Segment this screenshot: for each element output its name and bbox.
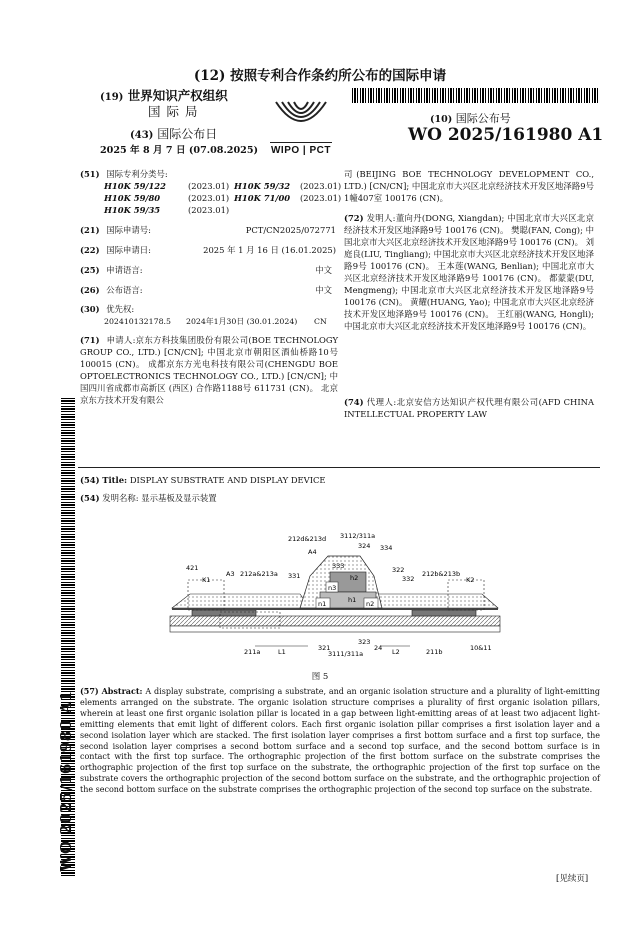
publication-language-value: 中文 (315, 285, 332, 295)
field-number-26: (26) (80, 285, 100, 295)
label-l1: L1 (278, 648, 286, 656)
ipc-code: H10K 59/80 (104, 193, 161, 203)
substrate-base (170, 626, 500, 632)
top-barcode (352, 88, 598, 103)
application-number-value: PCT/CN2025/072771 (245, 225, 336, 235)
pub-date-label (130, 125, 217, 142)
pub-date-value: 2025 年 8 月 7 日 (07.08.2025) (100, 145, 259, 156)
applicant-continuation: 司(BEIJING BOE TECHNOLOGY DEVELOPMENT CO., LTD.) [CN/CN]; 中国北京市大兴区北京经济技术开发区地泽路9号1幢407室 100176 (CN)。 (344, 169, 594, 203)
cross-section-diagram (160, 528, 510, 663)
label-421: 421 (186, 564, 199, 572)
ipc-code: H10K 71/00 (234, 193, 291, 203)
org-number: (19) (100, 92, 124, 103)
application-number-label: 国际申请号: (106, 225, 151, 235)
filing-date-field (80, 244, 336, 256)
pub-number-label-text: 国际公布号 (455, 112, 511, 125)
label-h1: h1 (348, 596, 357, 604)
abstract-text: A display substrate, comprising a substrate, and an organic isolation structure and a plurality of light-emitting elements arranged on the substrate. The organic isolation structure comprises a plurality of first organic isolation pillars, wherein at least one first organic isolation pillar is located in a gap between light-emitting areas of at least two adjacent light-emitting elements that emit light of different colors. Each first organic isolation pillar comprises a first isolation layer and a second isolation layer which are stacked. The first isolation layer comprises a first bottom surface and a first top surface, the second isolation layer comprises a second bottom surface and a second top surface, and the second bottom surface is in contact with the first top surface. The orthographic projection of the first bottom surface on the substrate comprises the orthographic projection of the first top surface on the substrate, the orthographic projection of the first top surface on the substrate covers the orthographic projection of the second bottom surface on the substrate, and the orthographic projection of the second bottom surface on the substrate comprises the orthographic projection of the second top surface on the substrate. (80, 687, 601, 795)
ipc-label: 国际专利分类号: (106, 169, 168, 179)
field-number-22: (22) (80, 245, 100, 255)
label-n3: n3 (328, 584, 337, 592)
inventor-text: 董向丹(DONG, Xiangdan); 中国北京市大兴区北京经济技术开发区地泽路9号 100176 (CN)。 樊聪(FAN, Cong); 中国北京市大兴区北京经济技术开发区地泽路9号 100176 (CN)。 刘庭良(LIU, Tingliang); 中国北京市大兴区北京经济技术开发区地泽路9号 100176 (CN)。 王本莲(WANG, Benlian); 中国北京市大兴区北京经济技术开发区地泽路9号 100176 (CN)。 都蒙蒙(DU, Mengmeng); 中国北京市大兴区北京经济技术开发区地泽路9号 100176 (CN)。 黄耀(HUANG, Yao); 中国北京市大兴区北京经济技术开发区地泽路9号 100176 (CN)。 王红丽(WANG, Hongli); 中国北京市大兴区北京经济技术开发区地泽路9号 100176 (CN)。 (344, 213, 595, 331)
priority-field (80, 303, 336, 315)
label-323: 323 (358, 638, 371, 646)
label-212d213d: 212d&213d (288, 535, 327, 543)
label-h2: h2 (350, 574, 359, 582)
substrate-layer (170, 616, 500, 626)
pub-date-label-text: 国际公布日 (157, 127, 218, 141)
filing-language-field (80, 264, 336, 276)
label-n1: n1 (318, 600, 327, 608)
field-number-57: (57) (80, 686, 99, 696)
ipc-field (80, 168, 340, 180)
field-number-30: (30) (80, 304, 100, 314)
wipo-logo (270, 98, 332, 158)
ipc-version: (2023.01) (300, 193, 342, 203)
agent-field (344, 396, 594, 420)
label-3112-311a: 3112/311a (340, 532, 376, 540)
filing-date-value: 2025 年 1 月 16 日 (16.01.2025) (203, 245, 336, 255)
priority-date: 2024年1月30日 (30.01.2024) (186, 317, 298, 326)
label-3111-311a: 3111/311a (328, 650, 364, 658)
org-name-text: 世界知识产权组织 (127, 88, 228, 103)
ipc-code: H10K 59/35 (104, 205, 161, 215)
applicant-field (80, 334, 338, 406)
label-k2: K2 (466, 576, 475, 584)
label-10-11: 10&11 (470, 644, 492, 652)
inventor-field (344, 212, 594, 332)
label-24: 24 (374, 644, 383, 652)
chinese-title (80, 492, 217, 504)
label-a4: A4 (308, 548, 317, 556)
chinese-title-text: 显示基板及显示装置 (141, 493, 217, 503)
pub-date-number: (43) (130, 130, 154, 141)
emission-layer-left (172, 594, 310, 608)
ipc-version: (2023.01) (300, 181, 342, 191)
publication-language-label: 公布语言: (106, 285, 143, 295)
english-title-label: Title: (102, 475, 128, 485)
agent-text: 北京安信方达知识产权代理有限公司(AFD CHINA INTELLECTUAL PROPERTY LAW (344, 397, 594, 419)
pub-number-label (430, 110, 511, 126)
label-211a: 211a (244, 648, 261, 656)
field-number-54-cn: (54) (80, 493, 100, 503)
label-324: 324 (358, 542, 371, 550)
filing-language-value: 中文 (315, 265, 332, 275)
priority-label: 优先权: (106, 304, 135, 314)
label-k1: K1 (202, 576, 211, 584)
english-title-text: DISPLAY SUBSTRATE AND DISPLAY DEVICE (129, 475, 326, 485)
label-334: 334 (380, 544, 393, 552)
document-kind-heading: (12) 按照专利合作条约所公布的国际申请 (193, 68, 447, 84)
label-332: 332 (402, 575, 415, 583)
anode-211a (192, 610, 256, 616)
ipc-version: (2023.01) (188, 181, 230, 191)
priority-values (104, 316, 336, 327)
wipo-pct-text: WIPO | PCT (270, 142, 332, 156)
continued-note: [见续页] (556, 874, 589, 884)
filing-language-label: 申请语言: (106, 265, 143, 275)
chinese-title-label: 发明名称: (102, 493, 139, 503)
pub-number-value: WO 2025/161980 A1 (408, 125, 604, 145)
label-a3: A3 (226, 570, 235, 578)
publication-language-field (80, 284, 336, 296)
side-publication-number: WO 2025/161980 A1 (57, 690, 75, 872)
field-number-72: (72) (344, 213, 364, 223)
priority-number: 202410132178.5 (104, 317, 171, 326)
field-number-25: (25) (80, 265, 100, 275)
label-331: 331 (288, 572, 301, 580)
label-l2: L2 (392, 648, 400, 656)
wipo-emblem-icon (270, 98, 332, 138)
applicant-label: 申请人: (106, 335, 136, 345)
field-number-51: (51) (80, 169, 100, 179)
applicant-text: 京东方科技集团股份有限公司(BOE TECHNOLOGY GROUP CO., LTD.) [CN/CN]; 中国北京市朝阳区酒仙桥路10号 100015 (CN)。 成都京东方光电科技有限公司(CHENGDU BOE OPTOELECTRONICS TECHNOLOGY CO., LTD.) [CN/CN]; 中国四川省成都市高新区 (西区) 合作路1188号 611731 (CN)。 北京京东方技术开发有限公 (80, 335, 338, 405)
org-subname: 国 际 局 (148, 104, 199, 119)
label-321: 321 (318, 644, 331, 652)
abstract (80, 686, 600, 796)
field-number-74: (74) (344, 397, 364, 407)
pub-number-num: (10) (430, 114, 453, 125)
label-211b: 211b (426, 648, 443, 656)
english-title (80, 474, 326, 486)
section-divider (78, 467, 600, 468)
field-number-54: (54) (80, 475, 100, 485)
application-number-field (80, 224, 336, 236)
inventor-label: 发明人: (366, 213, 396, 223)
field-number-71: (71) (80, 335, 100, 345)
field-number-21: (21) (80, 225, 100, 235)
ipc-code: H10K 59/32 (234, 181, 291, 191)
anode-211b (412, 610, 476, 616)
label-333: 333 (332, 562, 345, 570)
label-212a213a: 212a&213a (240, 570, 278, 578)
ipc-code: H10K 59/122 (104, 181, 166, 191)
priority-country: CN (314, 317, 327, 326)
agent-label: 代理人: (366, 397, 397, 407)
figure-5 (160, 528, 510, 663)
ipc-version: (2023.01) (188, 193, 230, 203)
abstract-label: Abstract: (101, 686, 143, 696)
figure-caption: 图 5 (311, 672, 329, 682)
ipc-version: (2023.01) (188, 205, 230, 215)
filing-date-label: 国际申请日: (106, 245, 151, 255)
label-322: 322 (392, 566, 405, 574)
ipc-codes (104, 180, 344, 216)
label-n2: n2 (366, 600, 375, 608)
label-212b213b: 212b&213b (422, 570, 461, 578)
